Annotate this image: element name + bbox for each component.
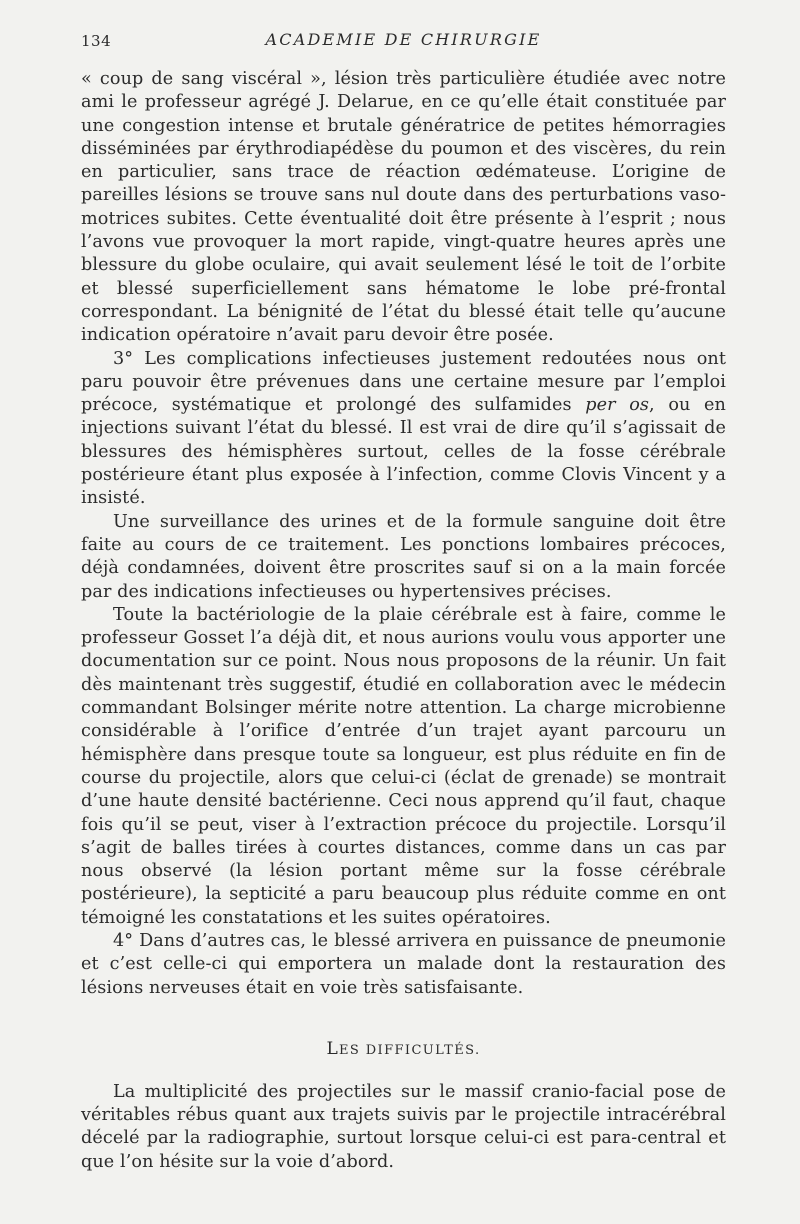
running-head [81, 30, 726, 58]
paragraph-bacteriology: Toute la bactériologie de la plaie cérébrale est à faire, comme le professeur Gosset l’a déjà dit, et nous aurions voulu vous apporter une documentation sur ce point. Nous nous proposons de la réunir. Un fait dès maintenant très suggestif, étudié en collaboration avec le médecin commandant Bolsinger mérite notre attention. La charge microbienne considérable à l’orifice d’entrée d’un trajet ayant parcouru un hémisphère dans presque toute sa longueur, est plus réduite en fin de course du projectile, alors que celui-ci (éclat de grenade) se montrait d’une haute densité bactérienne. Ceci nous apprend qu’il faut, chaque fois qu’il se peut, viser à l’extraction précoce du projectile. Lorsqu’il s’agit de balles tirées à courtes distances, comme dans un cas par nous observé (la lésion portant même sur la fosse cérébrale postérieure), la septicité a paru beaucoup plus réduite comme en ont témoigné les constatations et les suites opératoires. [81, 604, 726, 928]
paragraph-pneumonia: 4° Dans d’autres cas, le blessé arrivera en puissance de pneumonie et c’est celle-ci qui emportera un malade dont la restauration des lésions nerveuses était en voie très satisfaisante. [81, 930, 726, 998]
section-heading: LES DIFFICULTÉS. [326, 1038, 481, 1059]
paragraph-surveillance: Une surveillance des urines et de la formule sanguine doit être faite au cours de ce traitement. Les ponctions lombaires précoces, déjà condamnées, doivent être proscrites sauf si on a la main forcée par des indications infectieuses ou hypertensives précises. [81, 511, 726, 602]
page-number: 134 [81, 32, 112, 50]
paragraph-complications: 3° Les complications infectieuses justement redoutées nous ont paru pouvoir être prévenues dans une certaine mesure par l’emploi précoce, systématique et prolongé des sulfamides per os, ou en injections suivant l’état du blessé. Il est vrai de dire qu’il s’agissait de blessures des hémisphères surtout, celles de la fosse cérébrale postérieure étant plus exposée à l’infection, comme Clovis Vincent y a insisté. [81, 348, 726, 509]
paragraph-difficulties: La multiplicité des projectiles sur le massif cranio-facial pose de véritables rébus quant aux trajets suivis par le projectile intracérébral décelé par la radiographie, surtout lorsque celui-ci est para-central et que l’on hésite sur la voie d’abord. [81, 1081, 726, 1172]
per-os-italic: per os [585, 395, 650, 416]
running-title: ACADEMIE DE CHIRURGIE [265, 30, 542, 49]
paragraph-continued: « coup de sang viscéral », lésion très particulière étudiée avec notre ami le professeur agrégé J. Delarue, en ce qu’elle était constituée par une congestion intense et brutale génératrice de petites hémorragies disséminées par érythrodiapédèse du poumon et des viscères, du rein en particulier, sans trace de réaction œdémateuse. L’origine de pareilles lésions se trouve sans nul doute dans des perturbations vaso-motrices subites. Cette éventualité doit être présente à l’esprit ; nous l’avons vue provoquer la mort rapide, vingt-quatre heures après une blessure du globe oculaire, qui avait seulement lésé le toit de l’orbite et blessé superficiellement sans hématome le lobe pré-frontal correspondant. La bénignité de l’état du blessé était telle qu’aucune indication opératoire n’avait paru devoir être posée. [81, 69, 726, 346]
body-text [81, 68, 726, 1174]
